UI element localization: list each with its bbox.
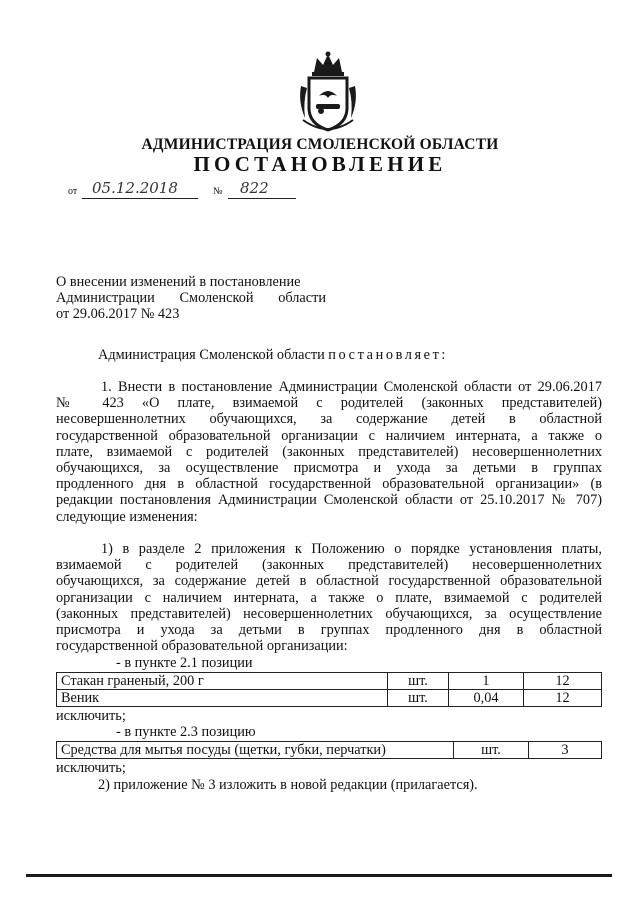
p1-line: продленного дня в областной государственной образовательной организации» (в bbox=[56, 476, 602, 493]
exclude-1: исключить; bbox=[56, 708, 126, 724]
p1-line: 1. Внести в постановление Администрации Смоленской области от 29.06.2017 bbox=[101, 379, 602, 395]
preamble bbox=[98, 347, 448, 363]
subparagraph-1 bbox=[56, 541, 602, 654]
item-name: Средства для мытья посуды (щетки, губки, перчатки) bbox=[57, 742, 454, 759]
item-unit: шт. bbox=[388, 690, 449, 707]
s1-line-last: государственной образовательной организации: bbox=[56, 638, 348, 655]
number-handwritten: 822 bbox=[240, 179, 269, 197]
p1-line: № 423 «О плате, взимаемой с родителей (законных представителей) bbox=[56, 395, 602, 412]
p1-line-last: следующие изменения: bbox=[56, 508, 198, 525]
item-qty: 0,04 bbox=[449, 690, 524, 707]
exclude-2: исключить; bbox=[56, 760, 126, 776]
item-term: 12 bbox=[524, 690, 602, 707]
point-2-1-label: - в пункте 2.1 позиции bbox=[116, 655, 253, 671]
coat-of-arms-emblem bbox=[297, 50, 359, 134]
s1-line: (законных представителей) несовершеннолетних обучающихся, за осуществление bbox=[56, 605, 602, 622]
preamble-lead: Администрация Смоленской области bbox=[98, 347, 329, 363]
p1-line: государственной образовательной организации с наличием интерната, а также о bbox=[56, 427, 602, 444]
point-2-3-label: - в пункте 2.3 позицию bbox=[116, 724, 256, 740]
p1-line: плате, взимаемой с родителей (законных представителей) несовершеннолетних bbox=[56, 443, 602, 460]
table-row bbox=[57, 673, 602, 690]
item-term: 12 bbox=[524, 673, 602, 690]
item-unit: шт. bbox=[388, 673, 449, 690]
document-title bbox=[56, 274, 326, 323]
s1-line: организации с наличием интерната, а также о плате, взимаемой с родителей bbox=[56, 589, 602, 606]
s1-line: присмотра и ухода за детьми в группах продленного дня в областной bbox=[56, 622, 602, 639]
date-underline bbox=[82, 198, 198, 199]
p1-line: обучающихся, за осуществление присмотра и ухода за детьми в группах bbox=[56, 460, 602, 477]
paragraph-1 bbox=[56, 379, 602, 525]
title-line-1: О внесении изменений в постановление bbox=[56, 274, 301, 290]
s1-line: взимаемой с родителей (законных представителей) несовершеннолетних bbox=[56, 557, 602, 574]
title-line-2: Администрации Смоленской области bbox=[56, 290, 326, 307]
s1-line: обучающихся, за содержание детей в областной государственной образовательной bbox=[56, 573, 602, 590]
preamble-verb: постановляет: bbox=[328, 347, 449, 363]
scan-edge-bar bbox=[26, 874, 612, 877]
p1-line: редакции постановления Администрации Смоленской области от 25.10.2017 № 707) bbox=[56, 492, 602, 509]
organization-name: АДМИНИСТРАЦИЯ СМОЛЕНСКОЙ ОБЛАСТИ bbox=[141, 136, 499, 153]
item-qty: 3 bbox=[529, 742, 602, 759]
number-underline bbox=[228, 198, 296, 199]
table-row bbox=[57, 690, 602, 707]
item-qty: 1 bbox=[449, 673, 524, 690]
item-name: Веник bbox=[57, 690, 388, 707]
positions-table-2-1 bbox=[56, 672, 602, 707]
document-type: ПОСТАНОВЛЕНИЕ bbox=[193, 152, 447, 176]
date-handwritten: 05.12.2018 bbox=[92, 179, 178, 197]
table-row bbox=[57, 742, 602, 759]
number-prefix: № bbox=[213, 186, 223, 197]
title-line-3: от 29.06.2017 № 423 bbox=[56, 306, 180, 323]
subparagraph-2: 2) приложение № 3 изложить в новой редакции (прилагается). bbox=[98, 777, 478, 793]
s1-line: 1) в разделе 2 приложения к Положению о порядке установления платы, bbox=[101, 541, 602, 557]
date-prefix: от bbox=[68, 186, 78, 197]
positions-table-2-3 bbox=[56, 741, 602, 759]
p1-line: несовершеннолетних обучающихся, за содержание детей в областной bbox=[56, 411, 602, 428]
item-unit: шт. bbox=[454, 742, 529, 759]
item-name: Стакан граненый, 200 г bbox=[57, 673, 388, 690]
